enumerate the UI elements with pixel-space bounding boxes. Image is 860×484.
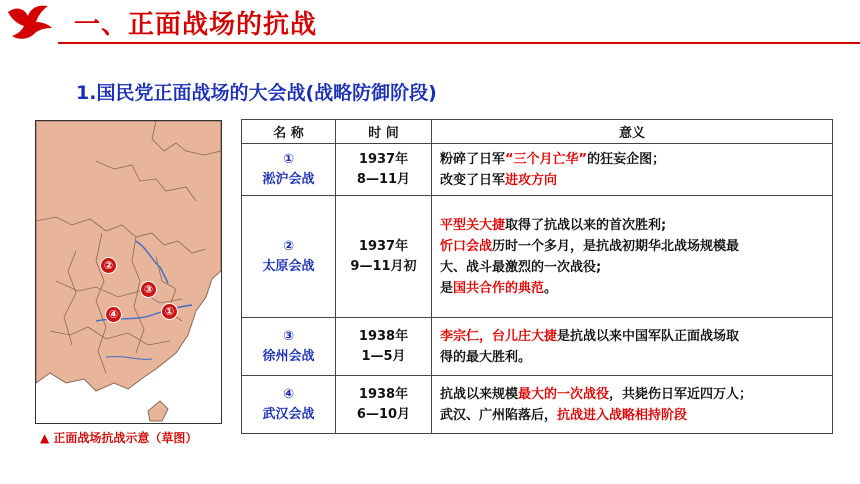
table-row — [242, 196, 833, 318]
battle-time-cell — [336, 318, 432, 376]
battle-time: 1937年 — [358, 238, 409, 254]
battle-time-cell — [336, 144, 432, 196]
china-map — [35, 120, 222, 424]
battle-name: 淞沪会战 — [262, 171, 315, 187]
table-row — [242, 318, 833, 376]
section-title: 1.国民党正面战场的大会战(战略防御阶段) — [76, 82, 437, 104]
battle-name-cell — [242, 376, 336, 434]
battle-significance-cell — [432, 376, 833, 434]
significance-line — [440, 257, 824, 278]
significance-line — [440, 347, 824, 368]
battle-time: 1938年 — [358, 328, 409, 344]
significance-text: 得的最大胜利。 — [440, 349, 532, 365]
significance-text: 。 — [544, 280, 558, 296]
highlighted-text: 平型关大捷 — [440, 217, 506, 233]
significance-line — [440, 170, 824, 191]
battle-name: 太原会战 — [262, 258, 315, 274]
significance-text: 大、战斗最激烈的一次战役; — [440, 259, 602, 275]
battle-time-cell — [336, 376, 432, 434]
battle-time: 8—11月 — [356, 171, 411, 187]
battle-name: 武汉会战 — [262, 406, 315, 422]
marker-1-label: ① — [164, 305, 175, 318]
battle-name: 徐州会战 — [262, 348, 315, 364]
battle-number: ④ — [282, 386, 294, 402]
table-row — [242, 376, 833, 434]
marker-4-label: ④ — [108, 308, 119, 321]
page-header — [0, 0, 860, 46]
significance-text: 历时一个多月，是抗战初期华北战场规模最 — [492, 238, 740, 254]
significance-text: 取得了抗战以来的首次胜利; — [505, 217, 667, 233]
marker-1 — [161, 303, 178, 320]
battle-name-cell — [242, 318, 336, 376]
highlighted-text: 李宗仁，台儿庄大捷 — [440, 328, 558, 344]
highlighted-text: 抗战进入战略相持阶段 — [557, 407, 688, 423]
significance-line — [440, 405, 824, 426]
map-drawing — [36, 121, 221, 423]
significance-line — [440, 278, 824, 299]
marker-3-label: ③ — [143, 283, 154, 296]
marker-4 — [105, 306, 122, 323]
significance-line — [440, 236, 824, 257]
significance-text: 是 — [440, 280, 454, 296]
marker-2 — [100, 257, 117, 274]
highlighted-text: 进攻方向 — [505, 172, 558, 188]
header-time: 时 间 — [336, 120, 432, 144]
significance-line — [440, 149, 824, 170]
significance-text: 的狂妄企图； — [587, 151, 666, 167]
battle-number: ③ — [282, 328, 294, 344]
highlighted-text: 最大的一次战役 — [518, 386, 610, 402]
significance-line — [440, 326, 824, 347]
battle-time: 1937年 — [358, 151, 409, 167]
battle-number: ① — [282, 151, 294, 167]
battle-significance-cell — [432, 196, 833, 318]
header-meaning: 意义 — [432, 120, 833, 144]
battle-number: ② — [282, 238, 294, 254]
highlighted-text: “三个月亡华” — [505, 151, 588, 167]
marker-3 — [140, 281, 157, 298]
highlighted-text: 忻口会战 — [440, 238, 493, 254]
battle-time: 1—5月 — [361, 348, 406, 364]
battle-time: 9—11月初 — [350, 258, 417, 274]
significance-text: 改变了日军 — [440, 172, 506, 188]
header-divider — [58, 42, 860, 44]
significance-text: 抗战以来规模 — [440, 386, 519, 402]
battles-table — [241, 119, 833, 434]
significance-text: 是抗战以来中国军队正面战场取 — [557, 328, 740, 344]
header-name: 名 称 — [242, 120, 336, 144]
battle-name-cell — [242, 144, 336, 196]
battle-time-cell — [336, 196, 432, 318]
significance-text: ，共毙伤日军近四万人； — [609, 386, 753, 402]
map-caption: ▲ 正面战场抗战示意（草图） — [40, 431, 198, 445]
table-row — [242, 144, 833, 196]
battle-significance-cell — [432, 144, 833, 196]
page-title: 一、正面战场的抗战 — [74, 10, 318, 40]
significance-line — [440, 215, 824, 236]
battle-time: 6—10月 — [356, 406, 411, 422]
marker-2-label: ② — [103, 259, 114, 272]
dove-icon — [4, 2, 54, 42]
battle-name-cell — [242, 196, 336, 318]
significance-text: 粉碎了日军 — [440, 151, 506, 167]
battle-time: 1938年 — [358, 386, 409, 402]
significance-line — [440, 384, 824, 405]
table-header-row — [242, 120, 833, 144]
battle-significance-cell — [432, 318, 833, 376]
highlighted-text: 国共合作的典范 — [453, 280, 545, 296]
significance-text: 武汉、广州陷落后， — [440, 407, 558, 423]
